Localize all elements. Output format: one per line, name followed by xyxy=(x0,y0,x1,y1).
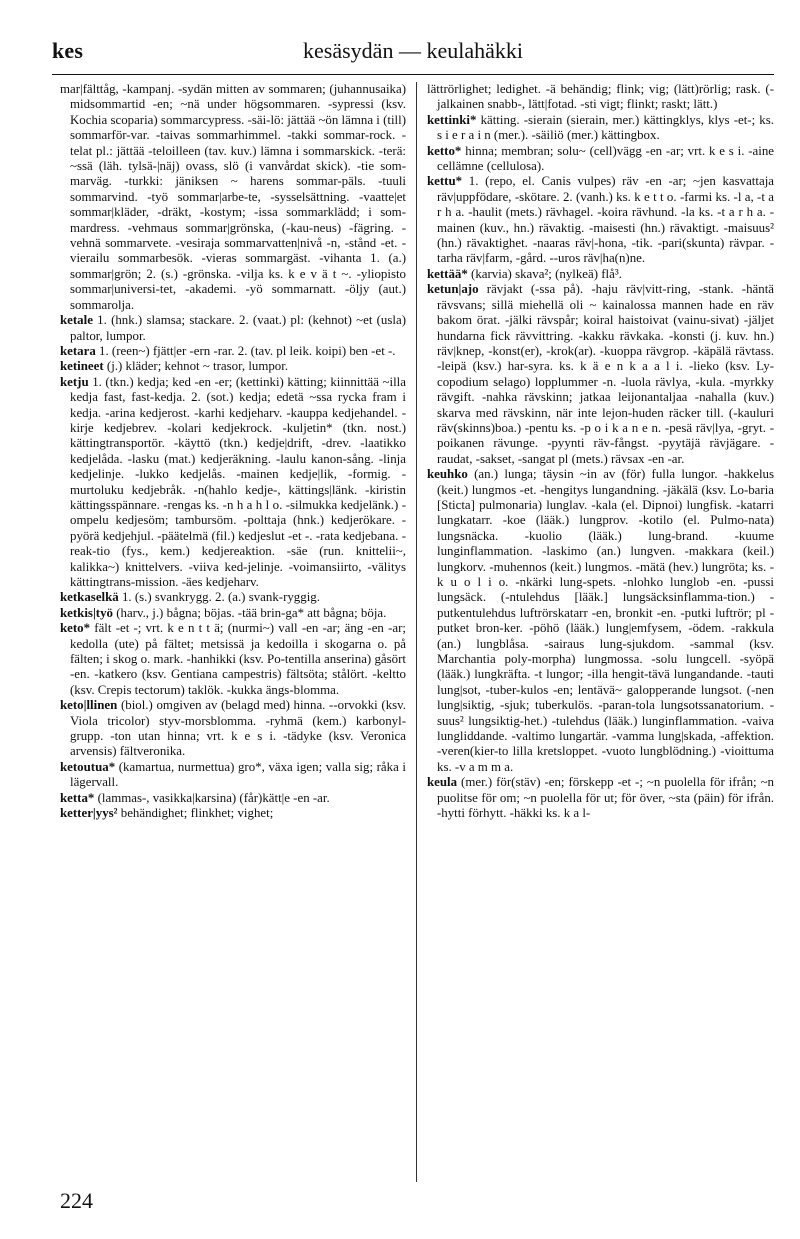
dictionary-entry xyxy=(60,760,406,791)
entry-headword: keto* xyxy=(60,621,91,636)
entry-headword: keuhko xyxy=(427,467,468,482)
dictionary-entry xyxy=(427,282,774,467)
entry-headword: ketale xyxy=(60,313,93,328)
entry-text: (mer.) för(stäv) -en; förskepp -et -; ~n puolella för ifrån; ~n puolitse för om; ~n puolella för ut; för över, ~sta (päin) för ifrån. -hytti förhytt. -häkki ks. k a l- xyxy=(437,775,774,821)
dictionary-entry xyxy=(427,82,774,113)
entry-headword: ketkaselkä xyxy=(60,590,119,605)
dictionary-entry xyxy=(427,467,774,775)
entry-text: behändighet; flinkhet; vighet; xyxy=(120,806,274,821)
entry-text: kätting. -sierain (sierain, mer.) kättingklys, klys -et-; ks. s i e r a i n (mer.). -säiliö (mer.) kättingbox. xyxy=(437,112,774,143)
entry-text: fält -et -; vrt. k e n t t ä; (nurmi~) vall -en -ar; äng -en -ar; kedolla (ute) på fältet; metsissä ja kedoilla i skogarna o. på fälten; i skog o. mark. -hanhikki (ksv. Po-tentilla anserina) gåsört -en. -katkero (ksv. Gentiana campestris) fältsöta; stålört. -keltto (ksv. Crepis tectorum) taklök. -kukka ängs-blomma. xyxy=(70,621,406,697)
entry-headword: ketto* xyxy=(427,143,462,158)
page-number: 224 xyxy=(60,1188,93,1213)
entry-text: mar|fälttåg, -kampanj. -sydän mitten av sommaren; (juhannusaika) midsommartid -en; ~nä under högsommaren. -sypressi (ksv. Kochia scoparia) sommarcypress. -säi-lö: jättää ~ön lämna i (till) sommarför-var. -taivas sommarhimmel. -takki sommar-rock. -telat pl.: jättää -teloilleen (tav. kuv.) lämna i sommarskick. -terä: ~ssä (läh. tylsä-|näj) ovass, slö (i vanvårdat skick). -tie som-marväg. -turkki: jäniksen ~ harens sommar-päls. -tuuli sommarvind. -työ sommar|arbe-te, -sysselsättning. -vaatte|et sommar|kläder, -dräkt, -kostym; -issa sommarklädd; i som-mardress. -vehmaus sommar|grönska, (-kau-neus) -fägring. -vehnä sommarvete. -vesiraja sommarvatten|nivå -n, -stånd -et. -vierailu sommarbesök. -vieras sommargäst. -vihanta 1. (a.) sommar|grön; 2. (s.) -grönska. -vilja ks. k e v ä t ~. -yliopisto sommar|universi-tet, -akademi. -yö sommarnatt. -öljy (aut.) sommarolja. xyxy=(60,82,406,312)
page-header xyxy=(52,34,774,75)
dictionary-entry xyxy=(427,174,774,266)
entry-text: (j.) kläder; kehnot ~ trasor, lumpor. xyxy=(106,359,289,374)
entry-headword: ketju xyxy=(60,374,89,389)
entry-text: 1. (s.) svankrygg. 2. (a.) svank-ryggig. xyxy=(121,590,320,605)
entry-headword: ketta* xyxy=(60,790,95,805)
dictionary-entry xyxy=(60,606,406,621)
dictionary-entry xyxy=(60,806,406,821)
dictionary-entry xyxy=(60,621,406,698)
dictionary-entry xyxy=(60,590,406,605)
entry-headword: kettää* xyxy=(427,266,468,281)
entry-headword: keula xyxy=(427,775,458,790)
entry-text: hinna; membran; solu~ (cell)vägg -en -ar; vrt. k e s i. -aine cellämne (cellulosa). xyxy=(437,143,774,174)
dictionary-entry xyxy=(60,698,406,760)
dictionary-entry xyxy=(427,113,774,144)
entry-text: 1. (reen~) fjätt|er -ern -rar. 2. (tav. pl leik. koipi) ben -et -. xyxy=(99,343,396,358)
entry-headword: ketun|ajo xyxy=(427,282,479,297)
dictionary-entry xyxy=(427,775,774,821)
dictionary-entry xyxy=(60,375,406,591)
dictionary-entry xyxy=(60,313,406,344)
right-column xyxy=(417,82,774,1182)
entry-text: rävjakt (-ssa på). -haju räv|vitt-ring, -stank. -häntä rävsvans; sillä miehellä oli ~ kainalossa mannen hade en räv bakom örat. -jälki rävspår; koiral haistoivat (vainu-sivat) -jäljet hundarna fick rävvittring. -kakku rävkaka. -konsti (j. kuv. hn.) räv|knep, -konst(er), -krok(ar). -kuoppa rävgrop. -käpälä rävtass. -leipä (ksv.) har-syra. ks. k ä e n k a a l i. -lieko (ksv. Ly-copodium selago) lopplummer -n. -luola rävlya, -kula. -myrkky rävgift. -nahka rävskinn; jatkaa leijonantaljaa -nahalla (kuv.) skarva med rävskinn, när inte lejon-huden räcker till. (-kauluri räv(skinns)boa.) -pentu ks. -p o i k a n e n. -pesä räv|lya, -gryt. -poikanen rävunge. -pyynti räv-fångst. -pyytäjä rävjägare. -raudat, -sakset, -sangat pl (mets.) rävsax -en -ar. xyxy=(437,282,774,466)
left-column xyxy=(60,82,417,1182)
entry-headword: ketoutua* xyxy=(60,759,116,774)
entry-text: 1. (tkn.) kedja; ked -en -er; (kettinki) kätting; kiinnittää ~illa kedja fast, fast-kedja. 2. (sot.) kedja; edetä ~ssa rycka fram i kedja. -arina kedjerost. -karhi kedjeharv. -kauppa kedjehandel. -kirje kedjebrev. -kolari kedjekrock. -kuljetin* (tkn. nost.) kättingtransportör. -käyttö (tkn.) kedje|drift, -drev. -laatikko kedjelåda. -lasku (mat.) kedjeräkning. -laulu kanon-sång. -linja kedjelinje. -lukko kedjelås. -mainen kedje|lik, -formig. -murtoluku kedjebråk. -n(hahlo kedje-, kättings|länk. -kiristin kättingsspännare. -rengas ks. -n h a h l o. -silmukka kedjelänk.) -ompelu kedjesöm; tambursöm. -polttaja (hnk.) kedjerökare. -pyörä kedjehjul. -päätelmä (fil.) kedjeslut -et -. -rata kedjebana. -reak-tio (fys., kem.) kedjereaktion. -säe (run. knittelii~, kalikka~) knittelvers. -viiva ked-jelinje. -voimansiirto, -välitys kättingtrans-mission. -äes kedjeharv. xyxy=(70,374,406,589)
dictionary-entry xyxy=(60,344,406,359)
entry-headword: ketter|yys² xyxy=(60,806,118,821)
entry-text: lättrörlighet; ledighet. -ä behändig; flink; vig; (lätt)rörlig; rask. (-jalkainen snabb-, lätt|fotad. -sti vigt; flinkt; raskt; lätt.) xyxy=(427,82,774,112)
entry-text: (kamartua, nurmettua) gro*, växa igen; valla sig; råka i lägervall. xyxy=(70,759,406,790)
entry-headword: ketineet xyxy=(60,359,104,374)
entry-text: (karvia) skava²; (nylkeä) flå³. xyxy=(471,266,622,281)
entry-headword: kettu* xyxy=(427,174,463,189)
entry-text: (an.) lunga; täysin ~in av (för) fulla lungor. -hakkelus (keit.) lungmos -et. -hengitys lungandning. -jäkälä (ksv. Lo-baria [Sticta] pulmonaria) lunglav. -kala (el. Dipnoi) lungfisk. -katarri lungkatarr. -koe (lääk.) lungprov. -kotilo (el. Pulmo-nata) lungsnäcka. -kuolio (lääk.) lung-brand. -kuume lunginflammation. -laskimo (an.) lungven. -makkara (keil.) lungkorv. -muhennos (keit.) lungmos. -mätä (hev.) lungröta; ks. -k u o l i o. -nkärki lung-spets. -nlohko lunglob -en. -pussi lungsäck. (-ntulehdus [lääk.] lungsäcksinflamma-tion.) -putkentulehdus luftrörskatarr -en, bronkit -en. -putki luftrör; pl -putket bron-ker. -pöhö (lääk.) lung|emfysem, -ödem. -rakkula (an.) lungblåsa. -sairaus lung-sjukdom. -sammal (ksv. Marchantia poly-morpha) lungmossa. -solu lungcell. -syöpä (lääk.) lungkräfta. -t lungor; -illa hengit-tävä lungandande. -tauti lung|sot, -tuber-kulos -en; lentävä~ galopperande lungsot. (-nen lung|siktig, -sjuk; tuberkulös. -paran-tola lungsotssanatorium. -suus² lungsiktig-het.) -tulehdus (lääk.) lunginflammation. -vaiva lungliddande. -valtimo lungartär. -vamma lung|skada, -affektion. -veren(kier-to lilla kretsloppet. -vuoto lungblödning.) -vioittuma ks. -v a m m a. xyxy=(437,467,774,774)
dictionary-entry xyxy=(60,791,406,806)
text-columns xyxy=(60,82,774,1182)
entry-headword: ketkis|työ xyxy=(60,605,113,620)
entry-text: (biol.) omgiven av (belagd med) hinna. --orvokki (ksv. Viola tricolor) styv-morsblomma. -ryhmä (kem.) karbonyl-grupp. -ton utan hinna; vrt. k e s i. -tädyke (ksv. Veronica arvensis) fältveronika. xyxy=(70,698,406,759)
dictionary-entry xyxy=(427,267,774,282)
dictionary-entry xyxy=(60,82,406,313)
running-head: kes xyxy=(52,38,84,63)
dictionary-entry xyxy=(427,144,774,175)
dictionary-entry xyxy=(60,359,406,374)
entry-text: 1. (repo, el. Canis vulpes) räv -en -ar; ~jen kasvattaja räv|uppfödare, -skötare. 2. (vanh.) ks. k e t t o. -farmi ks. -l a, -t a r h a. -haulit (mets.) rävhagel. -koira rävhund. -la ks. -t a r h a. -mainen (kuv., hn.) rävaktig. -maisesti (hn.) rävaktigt. -maisuus² (hn.) rävaktighet. -naaras räv|-hona, -tik. -pari(skunta) rävpar. -tarha räv|farm, -gård. --uros räv|ha(n)ne. xyxy=(437,174,774,266)
entry-headword: ketara xyxy=(60,343,96,358)
entry-headword: kettinki* xyxy=(427,112,477,127)
entry-text: 1. (hnk.) slamsa; stackare. 2. (vaat.) pl: (kehnot) ~et (usla) paltor, lumpor. xyxy=(70,313,406,343)
entry-headword: keto|llinen xyxy=(60,698,118,713)
entry-text: (lammas-, vasikka|karsina) (får)kätt|e -en -ar. xyxy=(97,790,330,805)
entry-text: (harv., j.) bågna; böjas. -tää brin-ga* att bågna; böja. xyxy=(116,605,387,620)
page-heading: kesäsydän — keulahäkki xyxy=(303,38,523,63)
